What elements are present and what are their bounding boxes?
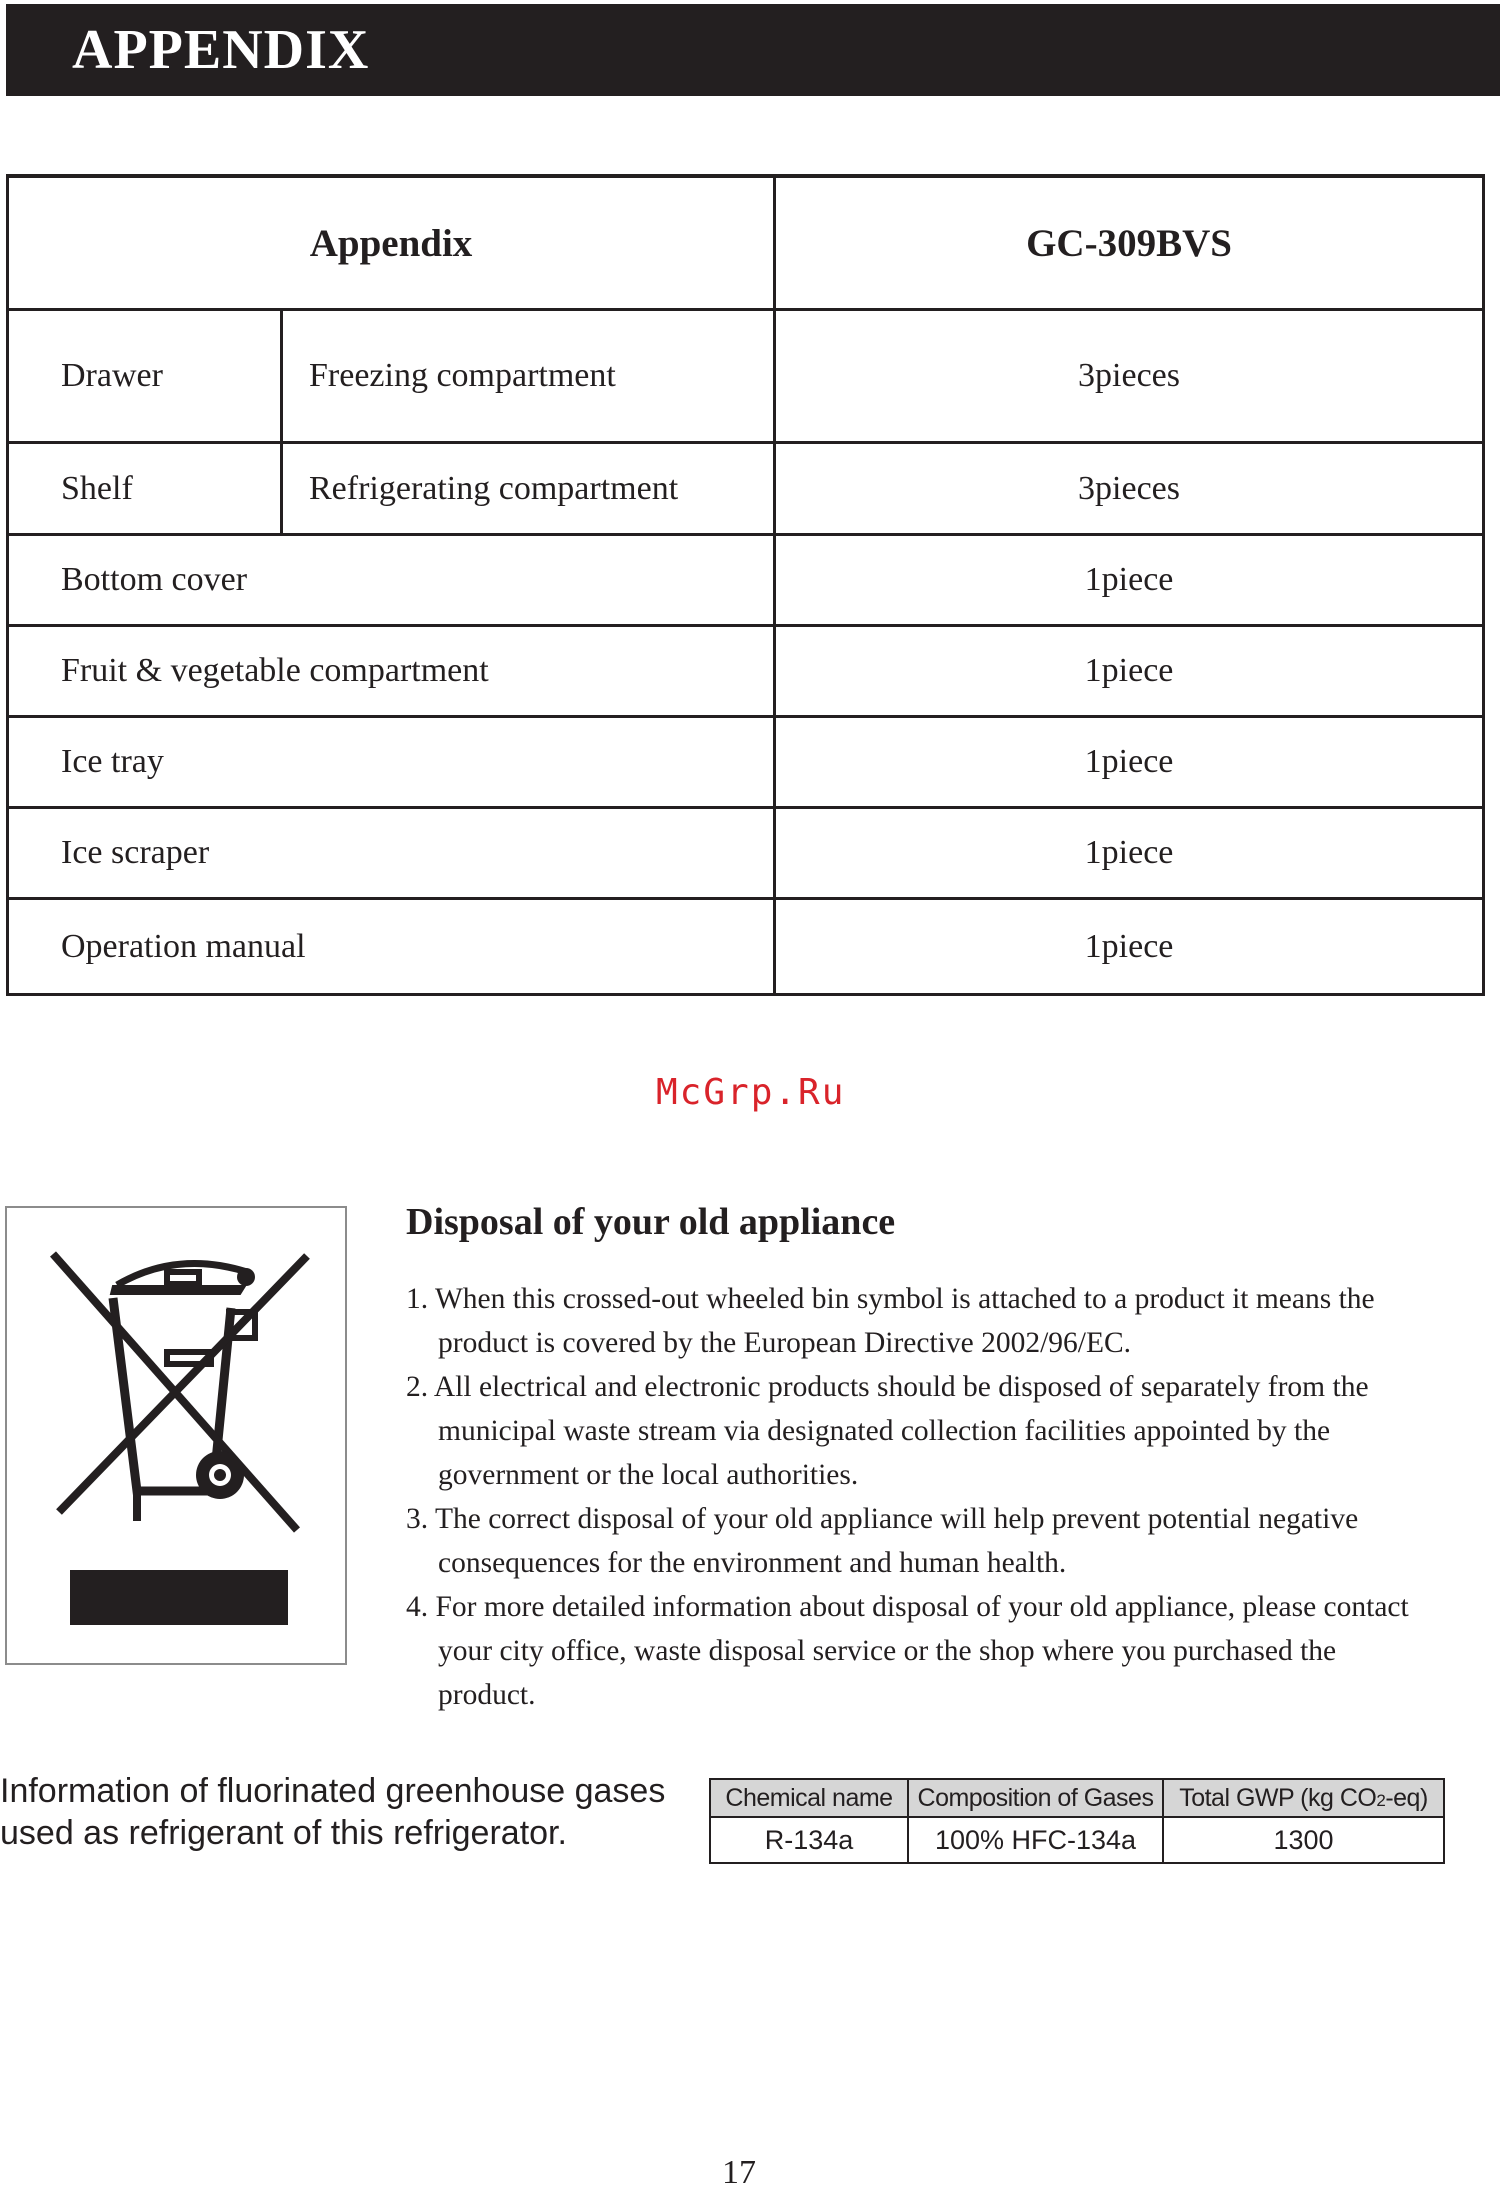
fgas-info-line: used as refrigerant of this refrigerator.	[0, 1814, 567, 1852]
page-number: 17	[722, 2154, 756, 2191]
table-row	[8, 310, 1484, 443]
row-quantity: 1piece	[775, 626, 1484, 717]
table-header-row	[8, 176, 1484, 310]
table-row	[8, 717, 1484, 808]
row-label: Drawer	[8, 310, 282, 443]
row-quantity: 3pieces	[775, 310, 1484, 443]
row-quantity: 1piece	[775, 535, 1484, 626]
header-bar	[6, 4, 1500, 96]
table-header-row	[710, 1779, 1444, 1817]
row-label: Operation manual	[8, 899, 775, 995]
gwp-header-subscript: 2	[1376, 1790, 1386, 1810]
appendix-table	[6, 174, 1485, 996]
disposal-title: Disposal of your old appliance	[406, 1201, 896, 1243]
row-label: Ice tray	[8, 717, 775, 808]
fgas-info-line: Information of fluorinated greenhouse gases	[0, 1772, 666, 1810]
watermark-link[interactable]: McGrp.Ru	[656, 1072, 846, 1113]
row-label: Shelf	[8, 443, 282, 535]
disposal-list	[406, 1277, 1426, 1717]
table-row	[8, 443, 1484, 535]
row-quantity: 3pieces	[775, 443, 1484, 535]
composition-cell: 100% HFC-134a	[908, 1817, 1163, 1863]
row-sublabel: Freezing compartment	[282, 310, 775, 443]
list-item: 1. When this crossed-out wheeled bin symbol is attached to a product it means the product is covered by the European Directive 2002/96/EC.	[406, 1283, 1375, 1359]
table-row	[8, 899, 1484, 995]
page-title: APPENDIX	[72, 19, 370, 81]
weee-symbol	[5, 1206, 347, 1665]
list-item: 3. The correct disposal of your old appliance will help prevent potential negative consequences for the environment and human health.	[406, 1503, 1359, 1579]
row-label: Ice scraper	[8, 808, 775, 899]
fgas-info-text	[0, 1770, 690, 1854]
row-quantity: 1piece	[775, 899, 1484, 995]
row-quantity: 1piece	[775, 808, 1484, 899]
table-row	[8, 535, 1484, 626]
table-row	[8, 808, 1484, 899]
model-column-header: GC-309BVS	[775, 176, 1484, 310]
chemical-name-cell: R-134a	[710, 1817, 908, 1863]
chemical-name-header: Chemical name	[710, 1779, 908, 1817]
row-sublabel: Refrigerating compartment	[282, 443, 775, 535]
list-item: 4. For more detailed information about disposal of your old appliance, please contact your city office, waste disposal service or the shop where you purchased the product.	[406, 1591, 1409, 1711]
list-item: 2. All electrical and electronic products should be disposed of separately from the municipal waste stream via designated collection facilities appointed by the government or the local authorities.	[406, 1371, 1369, 1491]
gwp-header-text: Total GWP (kg CO	[1179, 1783, 1377, 1812]
table-row	[8, 626, 1484, 717]
composition-header: Composition of Gases	[908, 1779, 1163, 1817]
row-label: Fruit & vegetable compartment	[8, 626, 775, 717]
row-quantity: 1piece	[775, 717, 1484, 808]
gwp-cell: 1300	[1163, 1817, 1444, 1863]
gwp-header	[1163, 1779, 1444, 1817]
crossed-out-wheeled-bin-icon	[7, 1208, 349, 1667]
appendix-column-header: Appendix	[8, 176, 775, 310]
table-row	[710, 1817, 1444, 1863]
gwp-header-suffix: -eq)	[1385, 1783, 1428, 1812]
fgas-table	[709, 1778, 1445, 1864]
row-label: Bottom cover	[8, 535, 775, 626]
